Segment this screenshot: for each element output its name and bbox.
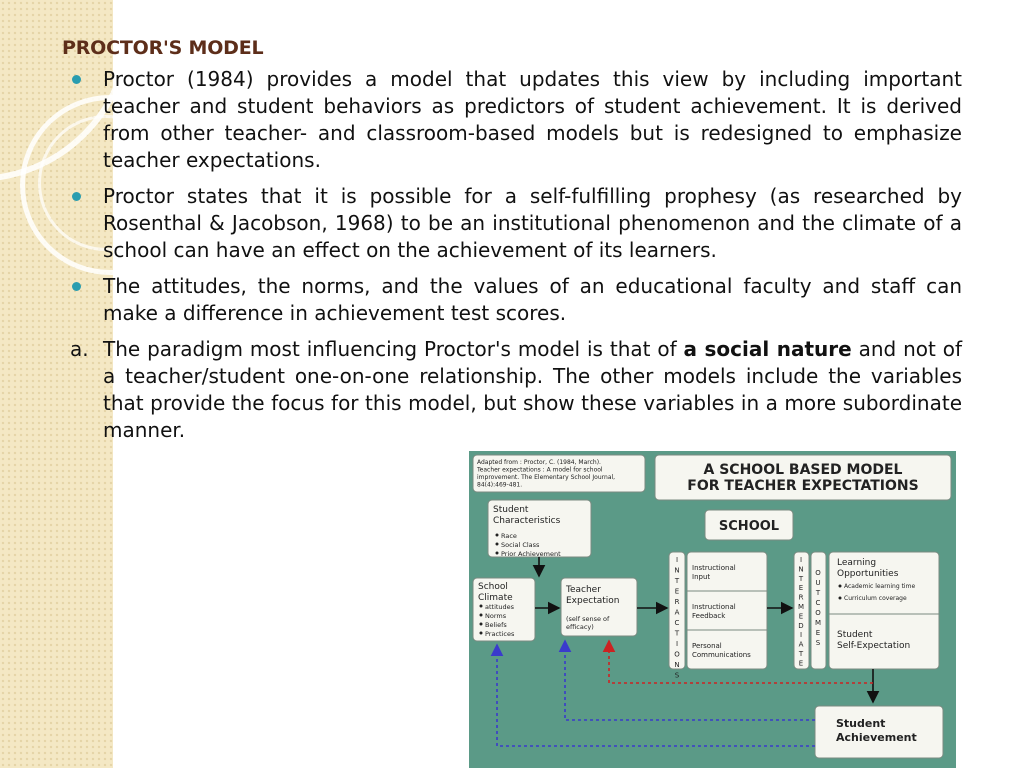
paragraph-text-post: and not of a teacher/student one-on-one relationship. The other models include the variables that provide the focus for this model, but show these variables in a more subordinate manner. [103,337,963,442]
student-characteristics-title: Student [493,505,529,515]
model-diagram [469,451,956,768]
interactions-letter: N [674,566,680,575]
list-bullet-icon [480,605,483,608]
school-label-text: SCHOOL [718,519,780,534]
intermediate-letter: E [798,584,804,593]
bullet-text: Proctor states that it is possible for a self-fulfilling prophesy (as researched by Rosenthal & Jacobson, 1968) to be an institutional phenomenon and the climate of a school can have an effect on the achievement of its learners. [103,184,962,262]
school-climate-item: attitudes [485,603,515,611]
teacher-expectation-sub: efficacy) [566,623,594,631]
intermediate-letter: N [798,565,804,574]
model-diagram-figure [469,451,956,768]
outcomes-letter: C [815,599,821,607]
paragraph-text-pre: The paradigm most influencing Proctor's model is that of [103,337,677,361]
list-bullet-icon [839,597,842,600]
intermediate-letter: A [798,640,804,649]
school-climate-title: Climate [478,593,513,603]
student-achievement-text: Achievement [836,731,917,744]
bullet-dot-icon [72,75,81,84]
citation-text: Teacher expectations : A model for school [477,466,603,474]
teacher-expectation-title: Teacher [566,585,601,595]
list-bullet-icon [496,534,499,537]
interaction-item-text: Feedback [692,612,726,620]
outcomes-letter: M [814,619,822,627]
student-characteristics-title: Characteristics [493,516,561,526]
list-bullet-icon [480,623,483,626]
list-bullet-icon [496,552,499,555]
intermediate-letter: E [798,612,804,621]
diagram-heading-text: A SCHOOL BASED MODEL [703,462,903,478]
bullet-text: The attitudes, the norms, and the values of an educational faculty and staff can make a difference in achievement test scores. [103,274,962,325]
list-bullet-icon [496,543,499,546]
interaction-item-text: Communications [692,651,751,659]
interactions-letter: E [674,587,680,596]
interaction-item-text: Instructional [692,564,736,572]
intermediate-letter: I [799,556,803,564]
list-bullet-icon [480,614,483,617]
student-self-expectation-text: Self-Expectation [837,641,911,651]
outcomes-letter: E [815,629,821,637]
intermediate-letter: D [798,621,804,630]
learning-opportunities-item: Academic learning time [844,583,916,590]
interactions-letter: O [674,650,680,659]
school-climate-title: School [478,582,508,592]
bullet-dot-icon [72,282,81,291]
interactions-letter: A [674,608,680,617]
interactions-letter: T [674,629,680,638]
interactions-letter: I [675,556,679,564]
interactions-letter: T [674,577,680,585]
interactions-letter: I [675,640,679,648]
bullet-text: Proctor (1984) provides a model that updates this view by including important teacher and student behaviors as predictors of student achievement. It is derived from other teacher- and classroom-based models but is redesigned to emphasize teacher expectations. [103,67,962,172]
learning-opportunities-title: Learning [837,558,877,568]
school-climate-item: Beliefs [485,621,507,629]
bullet-dot-icon [72,192,81,201]
student-characteristics-item: Race [501,532,517,540]
list-bullet-icon [839,585,842,588]
slide-title: PROCTOR'S MODEL [62,37,264,59]
outcomes-letter: O [815,609,821,617]
interactions-letter: C [674,619,680,627]
outcomes-letter: T [815,589,821,597]
citation-text: improvement. The Elementary School Journal, [477,474,616,481]
student-characteristics-item: Prior Achievement [501,550,561,558]
bullet-item [70,66,962,174]
intermediate-letter: E [798,659,804,668]
outcomes-letter: U [815,579,821,587]
intermediate-letter: T [798,574,804,583]
student-self-expectation-text: Student [837,630,873,640]
interactions-letter: S [674,671,680,680]
teacher-expectation-title: Expectation [566,596,620,606]
student-characteristics-item: Social Class [501,541,540,549]
citation-text: 84(4):469-481. [477,481,523,489]
learning-opportunities-item: Curriculum coverage [844,595,907,602]
interaction-item-text: Input [692,573,711,581]
slide-body [70,66,962,444]
intermediate-letter: T [798,650,804,658]
learning-opportunities-title: Opportunities [837,569,899,579]
interactions-letter: R [674,598,680,606]
paragraph-bold-phrase: a social nature [683,337,852,361]
bullet-item [70,273,962,327]
interaction-item-text: Personal [692,642,722,650]
outcomes-letter: S [815,639,821,647]
interactions-letter: N [674,661,680,669]
intermediate-letter: M [797,603,805,611]
school-climate-item: Norms [485,612,507,620]
intermediate-letter: I [799,631,803,640]
paragraph-label: a. [70,337,89,361]
school-climate-item: Practices [485,630,515,638]
outcomes-letter: O [815,569,821,577]
student-achievement-text: Student [836,717,886,730]
paragraph-a [70,336,962,444]
intermediate-letter: R [798,593,804,602]
citation-text: Adapted from : Proctor, C. (1984, March). [477,459,601,466]
interaction-item-text: Instructional [692,603,736,611]
list-bullet-icon [480,632,483,635]
teacher-expectation-sub: (self sense of [566,615,610,623]
bullet-item [70,183,962,264]
diagram-heading-text: FOR TEACHER EXPECTATIONS [687,478,919,494]
